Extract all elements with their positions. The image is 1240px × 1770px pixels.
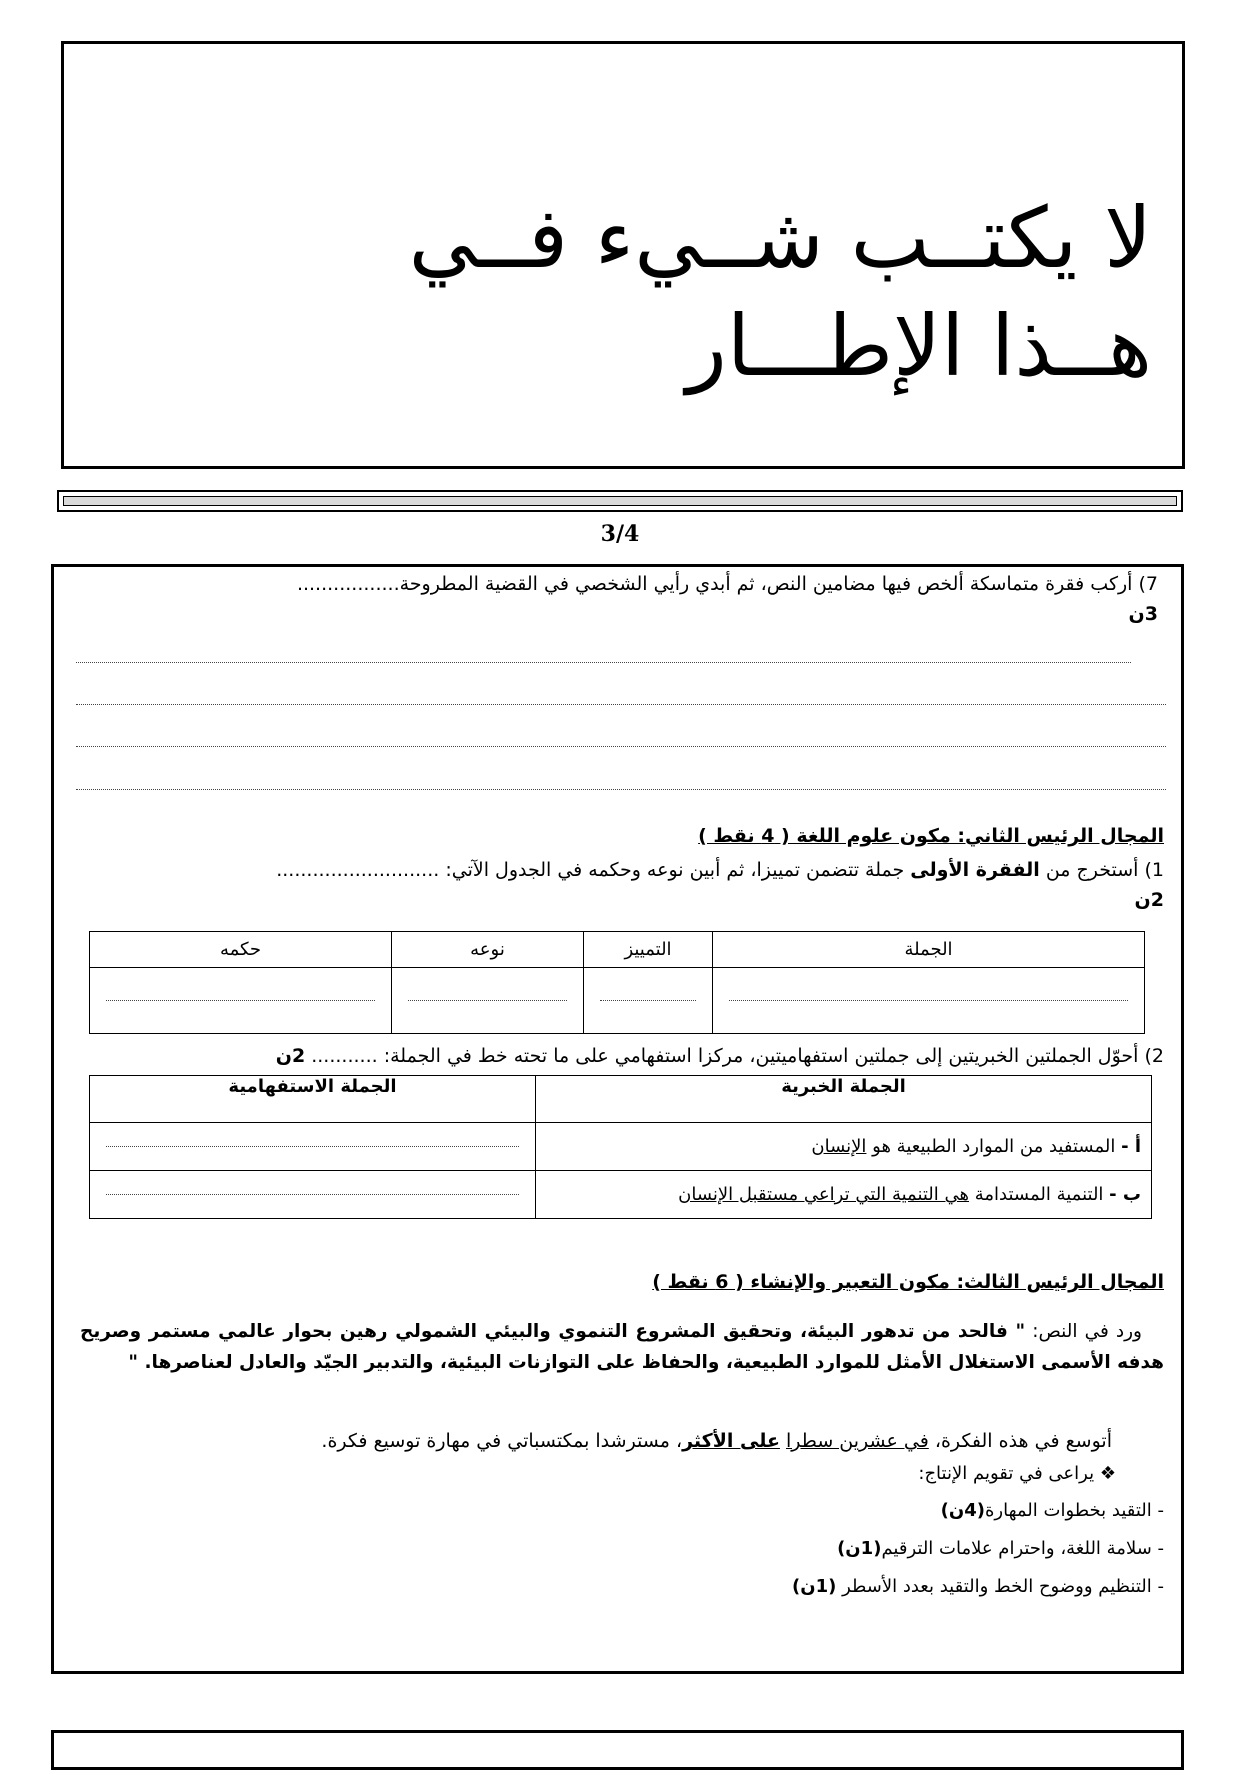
q7-text: 7) أركب فقرة متماسكة ألخص فيها مضامين النص، ثم أبدي رأيي الشخصي في القضية المطروحة. [393, 573, 1158, 595]
answer-cell[interactable] [90, 1123, 536, 1171]
answer-cell[interactable] [90, 1171, 536, 1219]
q1-bold-paragraph: الفقرة الأولى [910, 859, 1040, 881]
criterion-item: - التقيد بخطوات المهارة(4ن) [940, 1500, 1164, 1521]
q2-text: 2) أحوّل الجملتين الخبريتين إلى جملتين استفهاميتين، مركزا استفهامي على ما تحته خط في الجملة: [383, 1045, 1164, 1067]
section3-title: المجال الرئيس الثالث: مكون التعبير والإنشاء ( 6 نقط ) [652, 1271, 1164, 1293]
q1-line: 1) أستخرج من الفقرة الأولى جملة تتضمن تمييزا، ثم أبين نوعه وحكمه في الجدول الآتي: ........................... [276, 859, 1164, 881]
q1-dots: ........................... [276, 859, 440, 881]
q2-line [76, 1042, 1164, 1070]
separator-bar [57, 490, 1183, 512]
answer-line[interactable] [76, 662, 1131, 663]
section2-title: المجال الرئيس الثاني: مكون علوم اللغة ( 4 نقط ) [698, 825, 1164, 847]
table-header-cell: الجملة [713, 932, 1145, 968]
separator-inner [63, 496, 1177, 506]
transformation-table [89, 1075, 1152, 1219]
table-header-cell: نوعه [392, 932, 584, 968]
q7-dots: ................ [296, 573, 394, 595]
table-header-cell: حكمه [90, 932, 392, 968]
page-number: 3/4 [600, 521, 640, 547]
table-header-cell: التمييز [584, 932, 713, 968]
table-header-cell: الجملة الخبرية [536, 1076, 1152, 1123]
answer-line[interactable] [76, 746, 1166, 747]
table-header-cell: الجملة الاستفهامية [90, 1076, 536, 1123]
specification-table [89, 931, 1145, 1034]
answer-cell[interactable] [713, 968, 1145, 1034]
answer-line[interactable] [76, 704, 1166, 705]
do-not-write-frame [61, 41, 1185, 469]
answer-cell[interactable] [392, 968, 584, 1034]
answer-line[interactable] [76, 789, 1166, 790]
answer-cell[interactable] [584, 968, 713, 1034]
answer-cell[interactable] [90, 968, 392, 1034]
quote-text: " فالحد من تدهور البيئة، وتحقيق المشروع التنموي والبيئي الشمولي رهين بحوار عالمي مستمر وصريح هدفه الأسمى الاستغلال الأمثل للموارد الطبيعية، والحفاظ على التوازنات البيئية، والتدبير الجيّد والعادل لعناصرها. " [80, 1321, 1164, 1373]
criterion-item: - التنظيم ووضوح الخط والتقيد بعدد الأسطر (1ن) [791, 1576, 1164, 1597]
q1-points: 2ن [1134, 889, 1164, 911]
statement-row-b: ب - التنمية المستدامة هي التنمية التي تراعي مستقبل الإنسان [536, 1171, 1152, 1219]
criteria-title-line: ❖ يراعى في تقويم الإنتاج: [918, 1463, 1116, 1484]
task-line: أتوسع في هذه الفكرة، في عشرين سطرا على الأكثر، مسترشدا بمكتسباتي في مهارة توسيع فكرة. [321, 1430, 1112, 1452]
statement-row-a: أ - المستفيد من الموارد الطبيعية هو الإنسان [536, 1123, 1152, 1171]
q7-line [76, 570, 1158, 598]
criterion-item: - سلامة اللغة، واحترام علامات الترقيم(1ن) [837, 1538, 1164, 1559]
bottom-frame [51, 1730, 1184, 1770]
q7-points: 3ن [1128, 603, 1158, 625]
bullet-icon: ❖ [1099, 1463, 1116, 1484]
frame-warning-text: لا يكتــب شــيء فــي هــذا الإطـــار [408, 189, 1152, 395]
q2-points: 2ن [275, 1045, 306, 1067]
quote-paragraph: ورد في النص: " فالحد من تدهور البيئة، وتحقيق المشروع التنموي والبيئي الشمولي رهين بحوار عالمي مستمر وصريح هدفه الأسمى الاستغلال الأمثل للموارد الطبيعية، والحفاظ على التوازنات البيئية، والتدبير الجيّد والعادل لعناصرها. " [80, 1321, 1164, 1373]
q2-dots: ........... [311, 1045, 378, 1067]
